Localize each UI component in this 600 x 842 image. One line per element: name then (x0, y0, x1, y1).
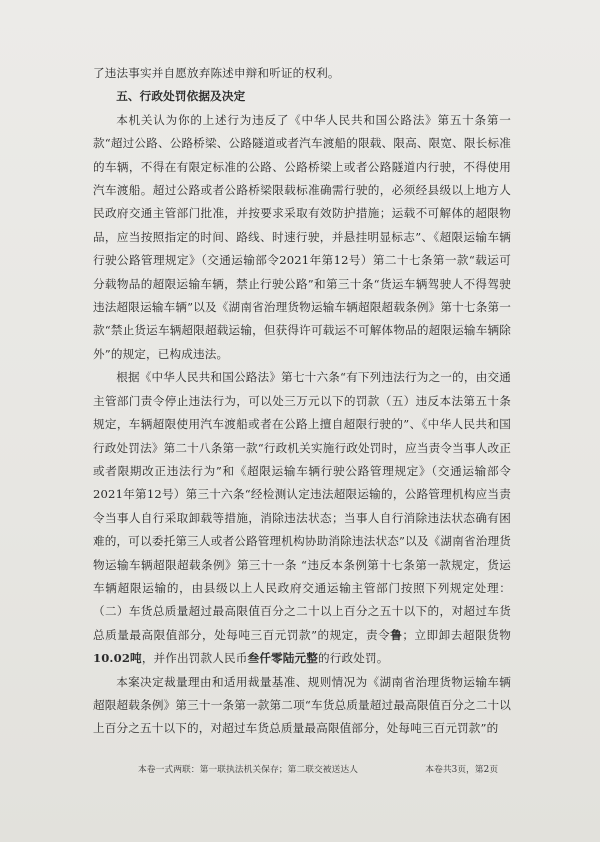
document-body (93, 62, 511, 741)
paragraph-discretion: 本案决定裁量理由和适用裁量基准、规则情况为《湖南省治理货物运输车辆超限超载条例》第三十一条第一款第二项“车货总质量超过最高限值百分之二十以上百分之五十以下的，对超过车货总质量最高限值部分，处每吨三百元罚款”的 (93, 674, 511, 736)
intro-line: 了违法事实并自愿放弃陈述申辩和听证的权利。 (93, 66, 340, 80)
footer-copies-note: 本卷一式两联：第一联执法机关保存；第二联交被送达人 (138, 765, 358, 775)
penalty-unload-text: ；立即卸去超限货物 (402, 627, 511, 642)
fine-amount: 叁仟零陆元整 (247, 651, 318, 666)
footer-page-number: 本卷共3页，第2页 (425, 765, 498, 775)
penalty-end-text: 的行政处罚。 (317, 651, 389, 666)
order-word: 鲁 (390, 627, 403, 642)
penalty-basis-text: 根据《中华人民共和国公路法》第七十六条“有下列违法行为之一的，由交通主管部门责令停止违法行为，可以处三万元以下的罚款（五）违反本法第五十条规定，车辆超限使用汽车渡船或者在公路上擅自超限行驶的”、《中华人民共和国行政处罚法》第二十八条第一款“行政机关实施行政处罚时，应当责令当事人改正或者限期改正违法行为”和《超限运输车辆行驶公路管理规定》（交通运输部令2021年第12号）第三十六条“经检测认定违法超限运输的，公路管理机构应当责令当事人自行采取卸载等措施，消除违法状态；当事人自行消除违法状态确有困难的，可以委托第三人或者公路管理机构协助消除违法状态”以及《湖南省治理货物运输车辆超限超载条例》第三十一条 “违反本条例第十七条第一款规定，货运车辆超限运输的，由县级以上人民政府交通运输主管部门按照下列规定处理：（二）车货总质量超过最高限值百分之二十以上百分之五十以下的，对超过车货总质量最高限值部分，处每吨三百元罚款”的规定，责令 (93, 370, 511, 642)
paragraph-penalty-basis (93, 366, 511, 670)
penalty-fine-text: ，并作出罚款人民币 (141, 651, 248, 666)
overload-amount: 10.02吨 (93, 651, 142, 666)
section-heading: 五、行政处罚依据及决定 (116, 89, 246, 104)
page-footer (138, 762, 498, 775)
paragraph-violation: 本机关认为你的上述行为违反了《中华人民共和国公路法》第五十条第一款“超过公路、公路桥梁、公路隧道或者汽车渡船的限载、限高、限宽、限长标准的车辆，不得在有限定标准的公路、公路桥梁上或者公路隧道内行驶，不得使用汽车渡船。超过公路或者公路桥梁限载标准确需行驶的，必须经县级以上地方人民政府交通主管部门批准，并按要求采取有效防护措施；运载不可解体的超限物品，应当按照指定的时间、路线、时速行驶，并悬挂明显标志”、《超限运输车辆行驶公路管理规定》（交通运输部令2021年第12号）第二十七条第一款“载运可分载物品的超限运输车辆，禁止行驶公路”和第三十条“货运车辆驾驶人不得驾驶违法超限运输车辆”以及《湖南省治理货物运输车辆超限超载条例》第十七条第一款“禁止货运车辆超限超载运输，但获得许可载运不可解体物品的超限运输车辆除外”的规定，已构成违法。 (93, 112, 511, 361)
